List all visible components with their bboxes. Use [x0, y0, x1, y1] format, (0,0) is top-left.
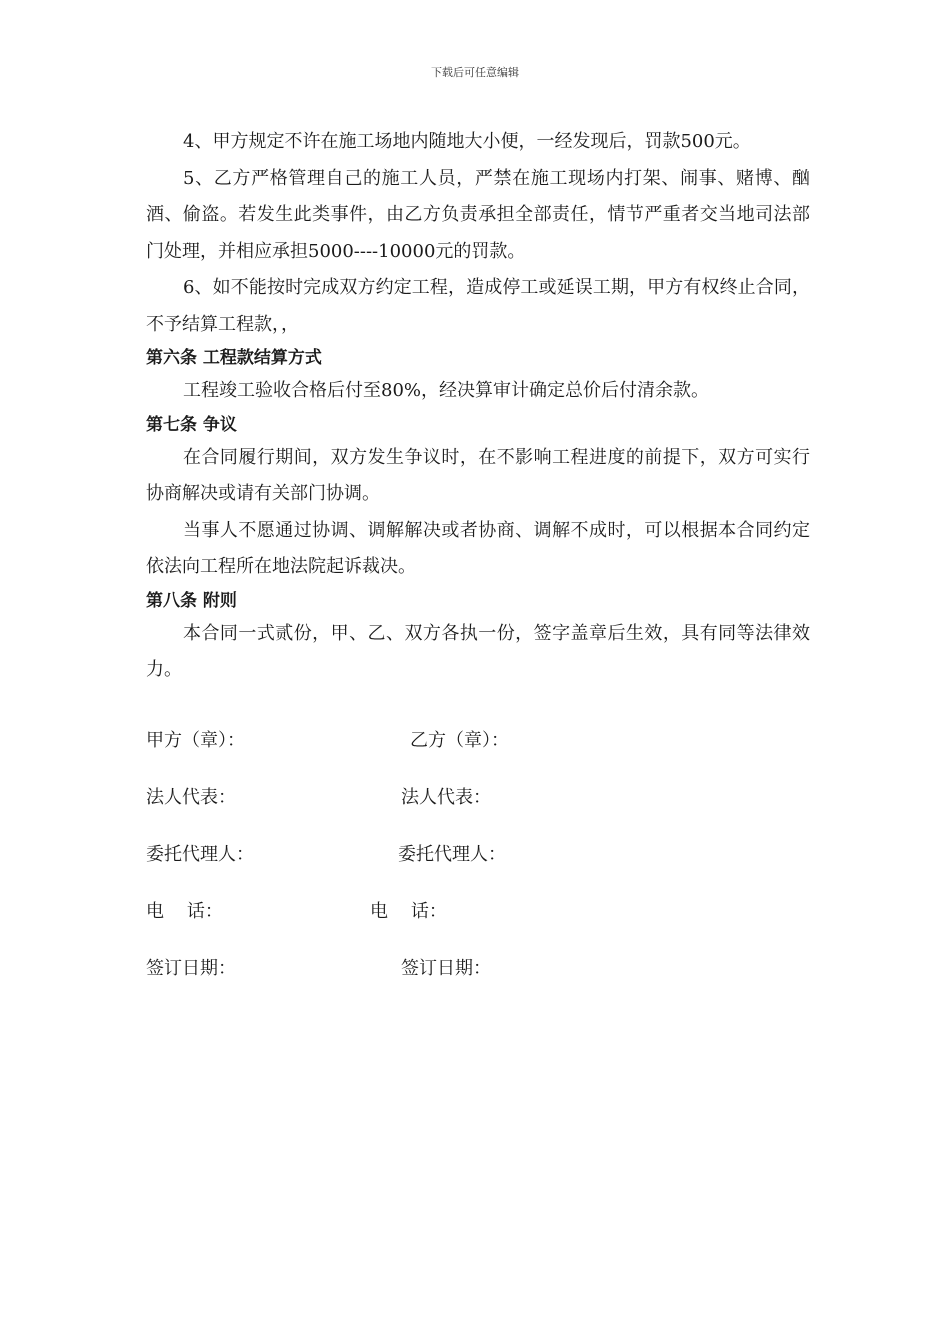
signature-row-date	[146, 950, 810, 1007]
signature-row-phone	[146, 893, 810, 950]
party-a-agent-label: 委托代理人：	[146, 844, 254, 865]
party-b-agent-label: 委托代理人：	[398, 844, 506, 865]
signature-block	[146, 722, 810, 1007]
party-b-legal-rep-label: 法人代表：	[401, 787, 491, 808]
clause-4: 4、甲方规定不许在施工场地内随地大小便，一经发现后，罚款500元。	[183, 131, 751, 152]
article-6-title: 第六条 工程款结算方式	[146, 348, 322, 368]
article-8-title: 第八条 附则	[146, 590, 237, 611]
party-a-phone-label: 电 话：	[146, 901, 223, 922]
signature-row-legal-rep	[146, 779, 810, 836]
party-b-phone-label: 电 话：	[370, 901, 447, 922]
signature-row-agent	[146, 836, 810, 893]
article-7-title: 第七条 争议	[146, 414, 237, 435]
party-b-date-label: 签订日期：	[401, 958, 491, 979]
article-7-paragraph-2: 当事人不愿通过协调、调解解决或者协商、调解不成时，可以根据本合同约定依法向工程所在地法院起诉裁决。	[146, 519, 810, 577]
clause-6: 6、如不能按时完成双方约定工程，造成停工或延误工期，甲方有权终止合同，不予结算工程款，，	[146, 277, 810, 335]
party-a-legal-rep-label: 法人代表：	[146, 787, 236, 808]
page-header-note: 下载后可任意编辑	[431, 66, 519, 79]
signature-row-seal	[146, 722, 810, 779]
clause-5: 5、乙方严格管理自己的施工人员，严禁在施工现场内打架、闹事、赌博、酗酒、偷盗。若发生此类事件，由乙方负责承担全部责任，情节严重者交当地司法部门处理，并相应承担5000----10000元的罚款。	[146, 167, 810, 262]
article-8-paragraph: 本合同一式贰份，甲、乙、双方各执一份，签字盖章后生效，具有同等法律效力。	[146, 622, 810, 680]
article-6-paragraph: 工程竣工验收合格后付至80%，经决算审计确定总价后付清余款。	[183, 380, 710, 401]
article-7-paragraph-1: 在合同履行期间，双方发生争议时，在不影响工程进度的前提下，双方可实行协商解决或请有关部门协调。	[146, 446, 810, 504]
party-b-seal-label: 乙方（章）：	[410, 730, 509, 751]
party-a-seal-label: 甲方（章）：	[146, 730, 245, 751]
party-a-date-label: 签订日期：	[146, 958, 236, 979]
contract-body	[146, 124, 810, 689]
